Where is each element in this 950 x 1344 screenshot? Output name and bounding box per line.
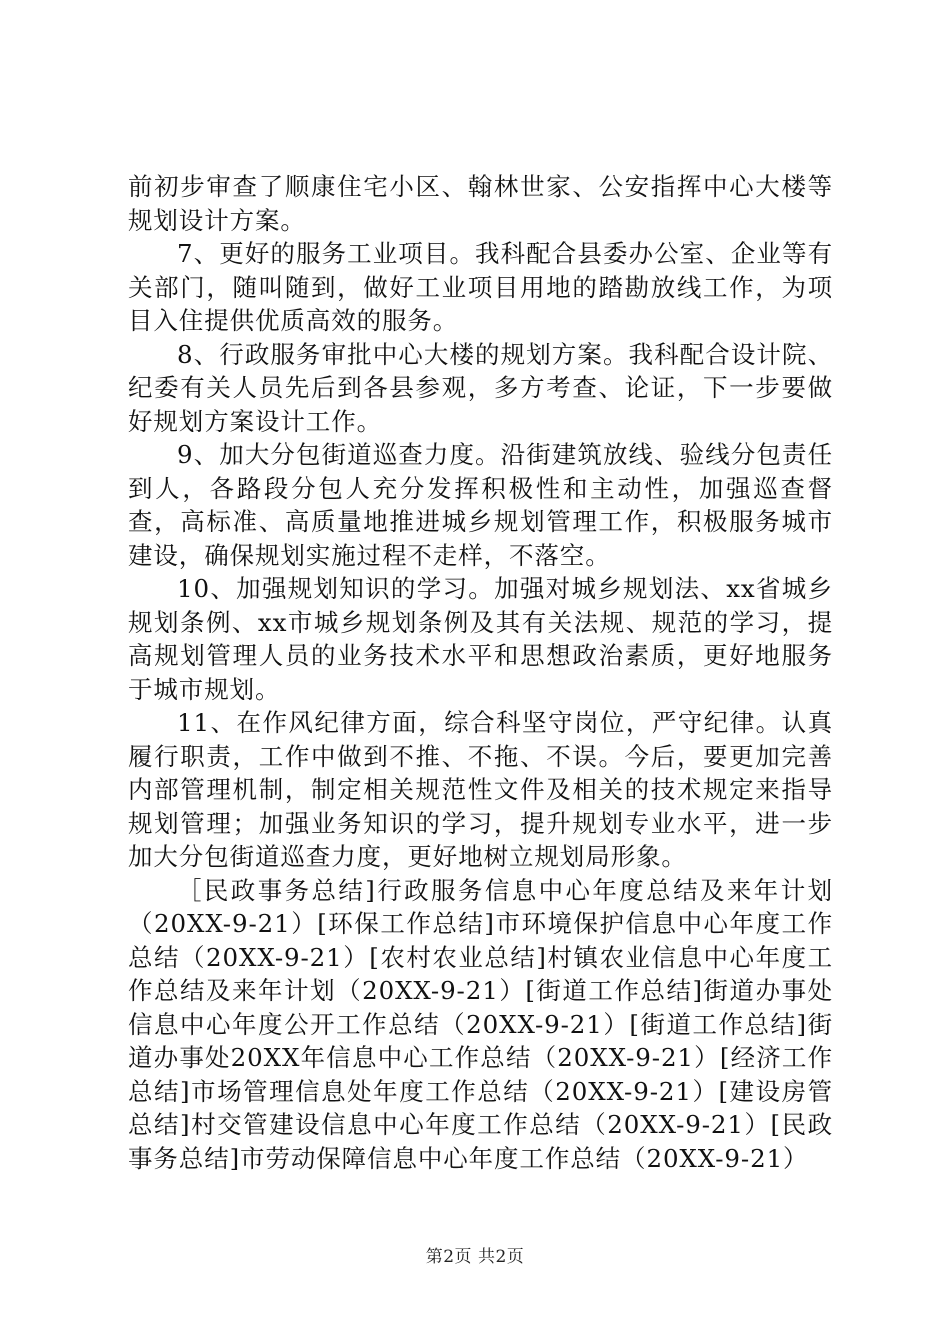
paragraph-continuation: 前初步审查了顺康住宅小区、翰林世家、公安指挥中心大楼等规划设计方案。: [128, 172, 833, 235]
paragraph-item-10: 10、加强规划知识的学习。加强对城乡规划法、xx省城乡规划条例、xx市城乡规划条例及其有关法规、规范的学习，提高规划管理人员的业务技术水平和思想政治素质，更好地服务于城市规划。: [128, 574, 833, 704]
paragraph-item-11: 11、在作风纪律方面，综合科坚守岗位，严守纪律。认真履行职责，工作中做到不推、不拖、不误。今后，要更加完善内部管理机制，制定相关规范性文件及相关的技术规定来指导规划管理；加强业务知识的学习，提升规划专业水平，进一步加大分包街道巡查力度，更好地树立规划局形象。: [128, 708, 833, 871]
paragraph-item-9: 9、加大分包街道巡查力度。沿街建筑放线、验线分包责任到人，各路段分包人充分发挥积极性和主动性，加强巡查督查，高标准、高质量地推进城乡规划管理工作，积极服务城市建设，确保规划实施过程不走样，不落空。: [128, 440, 833, 570]
page-number-footer: 第2页 共2页: [425, 1247, 525, 1267]
document-body: [128, 170, 833, 1175]
paragraph-related-links: ［民政事务总结]行政服务信息中心年度总结及来年计划（20XX-9-21）[环保工作总结]市环境保护信息中心年度工作总结（20XX-9-21）[农村农业总结]村镇农业信息中心年度工作总结及来年计划（20XX-9-21）[街道工作总结]街道办事处信息中心年度公开工作总结（20XX-9-21）[街道工作总结]街道办事处20XX年信息中心工作总结（20XX-9-21）[经济工作总结]市场管理信息处年度工作总结（20XX-9-21）[建设房管总结]村交管建设信息中心年度工作总结（20XX-9-21）[民政事务总结]市劳动保障信息中心年度工作总结（20XX-9-21）: [128, 875, 833, 1173]
paragraph-item-7: 7、更好的服务工业项目。我科配合县委办公室、企业等有关部门，随叫随到，做好工业项目用地的踏勘放线工作，为项目入住提供优质高效的服务。: [128, 239, 833, 335]
paragraph-item-8: 8、行政服务审批中心大楼的规划方案。我科配合设计院、纪委有关人员先后到各县参观，多方考查、论证，下一步要做好规划方案设计工作。: [128, 339, 833, 436]
